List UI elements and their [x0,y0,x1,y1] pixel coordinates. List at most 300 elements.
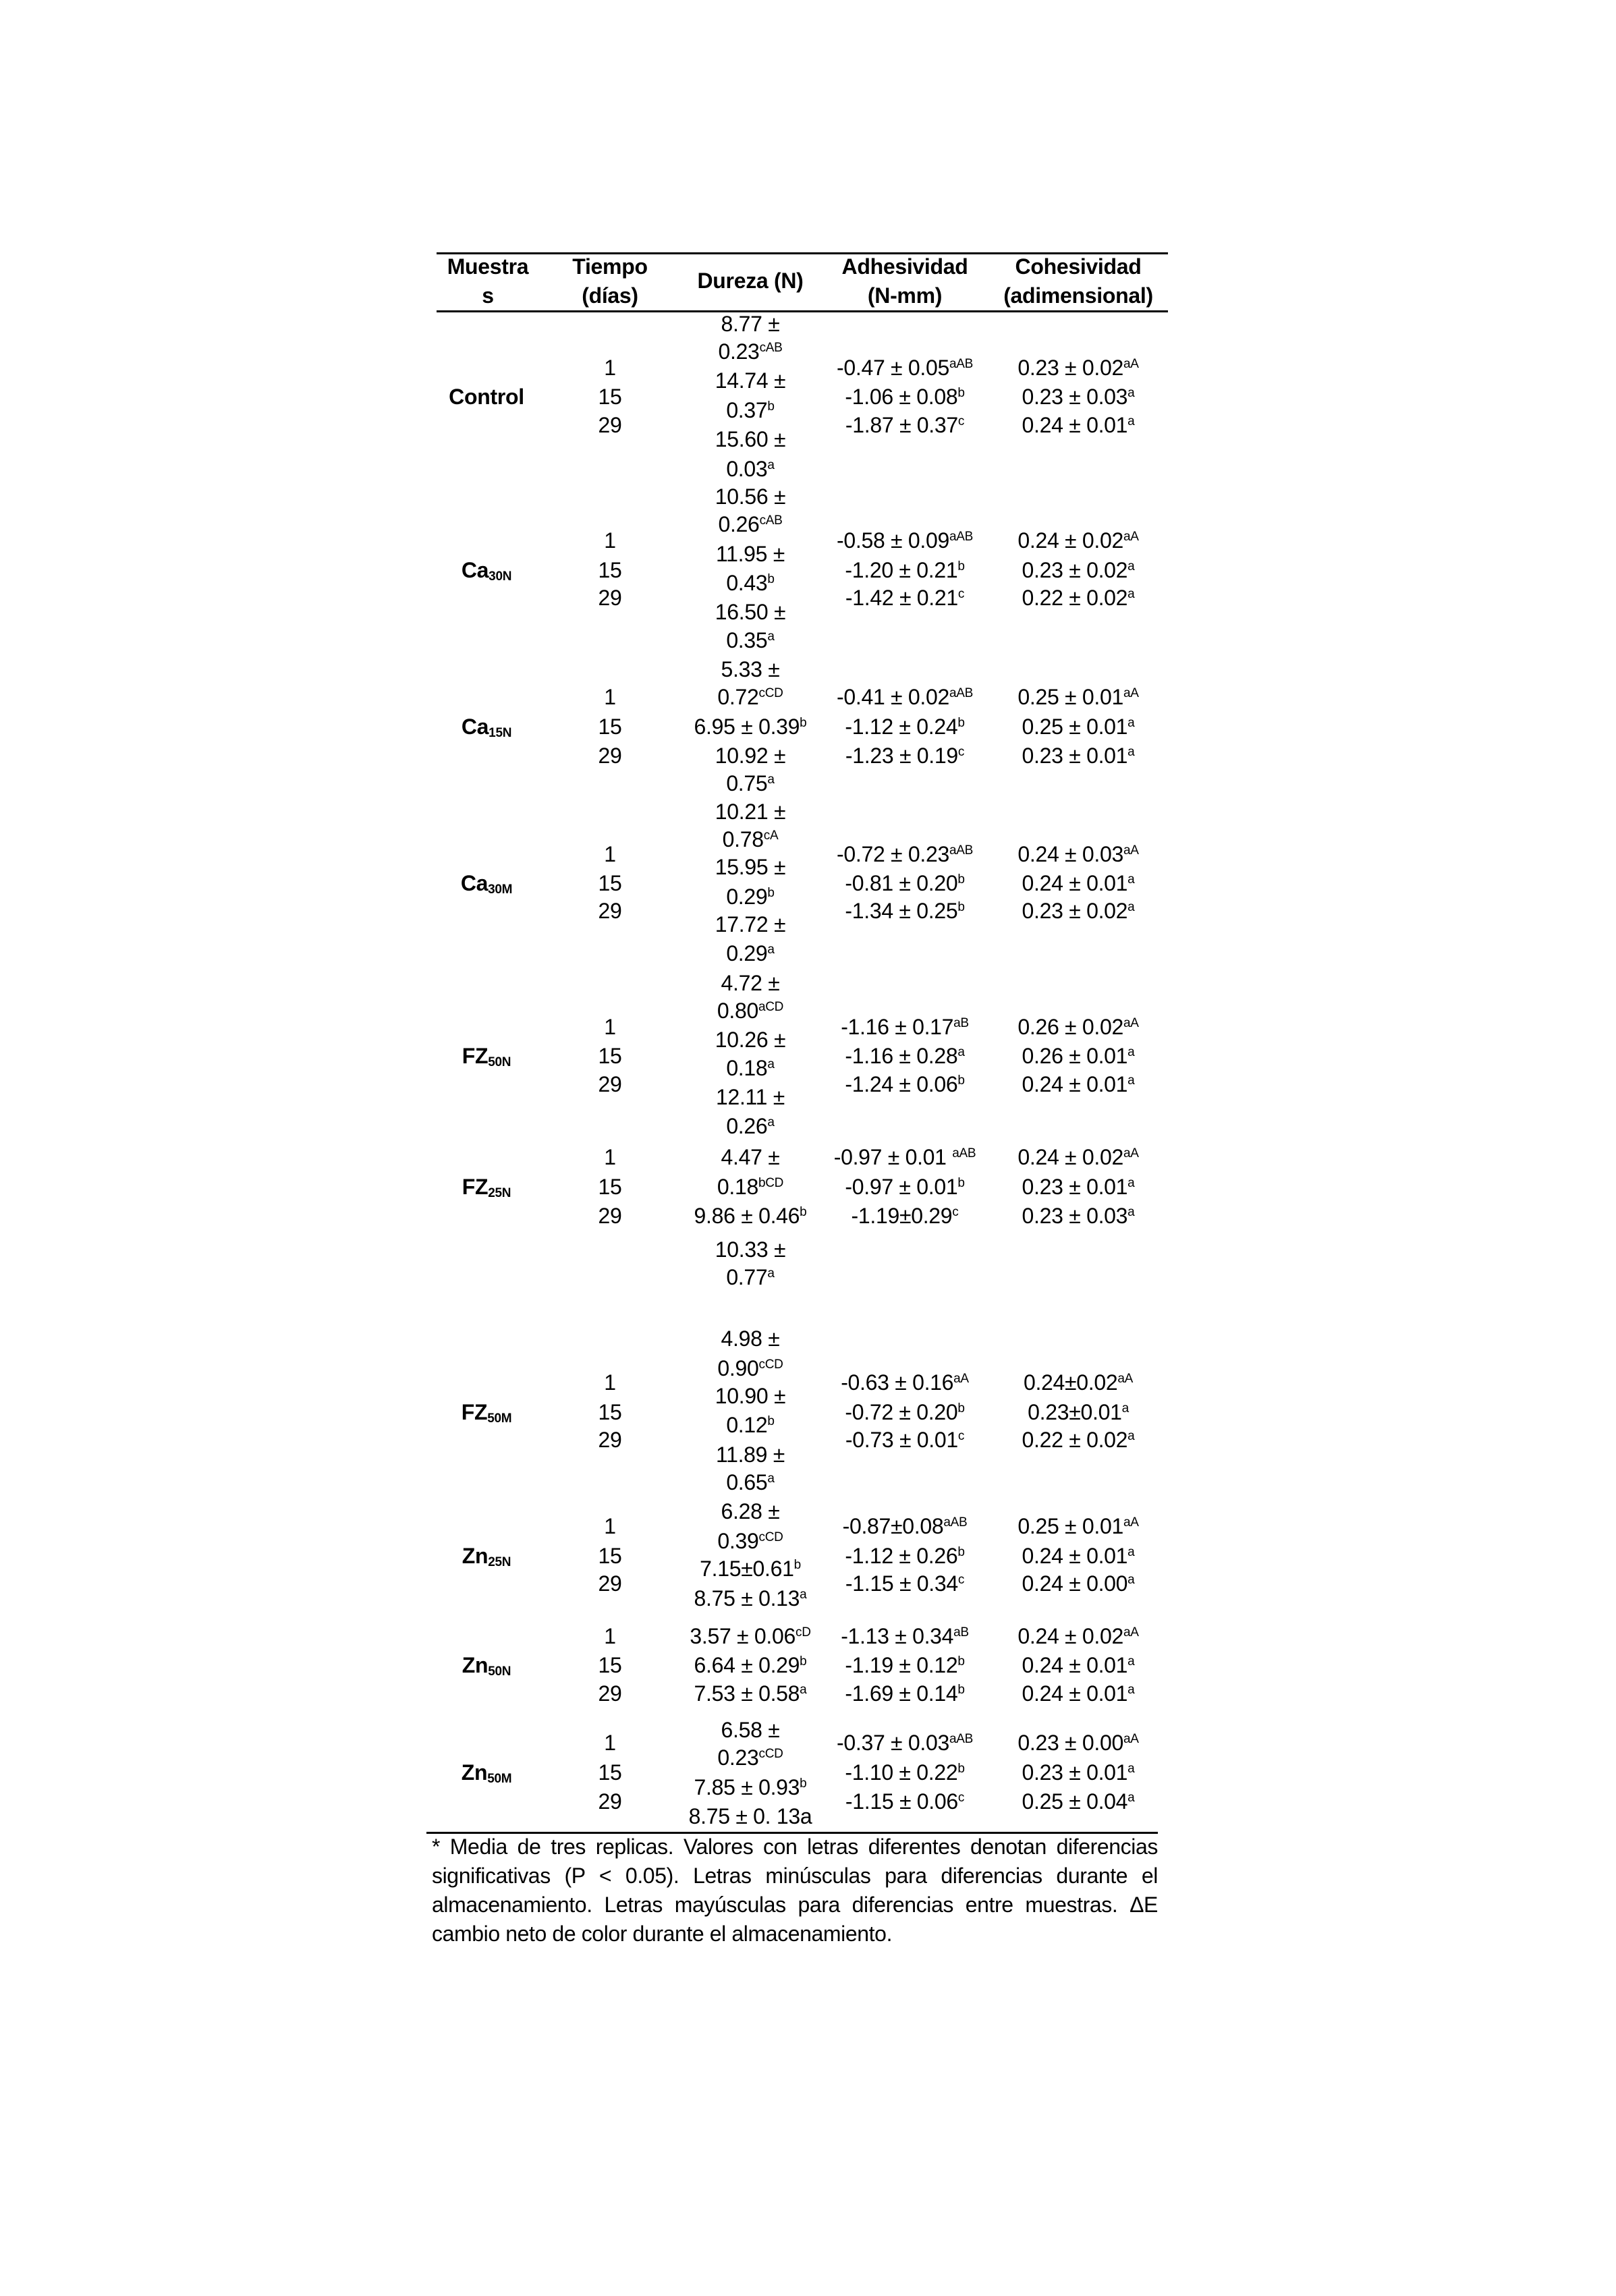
cohesividad-cell-letters: aA [1123,1732,1139,1746]
adhesividad-cell-number: -1.34 ± 0.25 [845,899,958,923]
dureza-cell [717,1173,783,1200]
adhesividad-cell-letters: b [957,1401,965,1416]
dureza-cell-number: 10.21 ± [715,800,786,824]
cohesividad-cell-number: 0.23 ± 0.03 [1022,1204,1128,1228]
sample-name: Zn [462,1544,489,1568]
cohesividad-cell-letters: a [1127,745,1135,759]
dureza-cell [717,1355,783,1382]
adhesividad-cell-letters: b [957,1654,965,1669]
time-value: 1 [604,685,616,709]
cohesividad-cell-letters: aA [1123,1625,1139,1640]
dureza-cell [726,883,774,910]
time-value: 29 [598,1204,622,1228]
dureza-cell [715,483,785,510]
dureza-cell-number: 15.95 ± [715,855,786,879]
dureza-cell [694,1202,807,1229]
dureza-cell [721,1144,780,1171]
cohesividad-cell-number: 0.24 ± 0.01 [1022,1072,1128,1096]
cohesividad-cell-letters: a [1127,587,1135,601]
dureza-cell [700,1555,801,1582]
adhesividad-cell-letters: aAB [949,1732,973,1746]
adhesividad-cell-number: -1.10 ± 0.22 [845,1760,958,1785]
dureza-cell-number: 0.90 [717,1356,759,1380]
cohesividad-cell-letters: a [1127,1654,1135,1669]
sample-subscript: 50M [487,1411,512,1426]
sample-label [462,1542,511,1569]
dureza-cell-number: 0.80 [717,999,758,1023]
time-value: 15 [598,871,622,895]
dureza-cell [715,1236,785,1263]
adhesividad-cell-number: -0.41 ± 0.02 [837,685,949,709]
header-muestras: Muestra [447,254,529,279]
dureza-cell [726,1411,774,1438]
cohesividad-cell-letters: aA [1123,843,1139,858]
cohesividad-cell [1018,683,1138,710]
cohesividad-cell [1022,1542,1135,1569]
dureza-cell-letters: b [800,1205,807,1219]
cohesividad-cell-letters: aA [1123,530,1139,544]
cohesividad-cell [1022,1570,1135,1597]
cohesividad-cell [1022,584,1135,611]
dureza-cell [715,1026,785,1053]
dureza-cell [726,627,774,654]
dureza-cell-letters: cD [795,1625,811,1640]
cohesividad-cell-number: 0.25 ± 0.01 [1018,685,1123,709]
dureza-cell [715,798,785,825]
dureza-cell-number: 10.56 ± [715,484,786,509]
dureza-cell-number: 4.72 ± [721,971,780,995]
adhesividad-cell-number: -1.19 ± 0.12 [845,1653,958,1677]
sample-label [461,870,512,897]
cohesividad-cell-number: 0.24 ± 0.01 [1022,1653,1128,1677]
header-cohesividad-unit: (adimensional) [1003,283,1153,308]
adhesividad-cell [845,557,964,584]
dureza-cell-letters: b [767,886,775,900]
time-value: 29 [598,1072,622,1096]
adhesividad-cell-number: -1.12 ± 0.26 [845,1544,958,1568]
adhesividad-cell-number: -1.19±0.29 [851,1204,953,1228]
dureza-cell-letters: a [767,458,775,472]
cohesividad-cell [1018,841,1138,868]
dureza-cell-number: 3.57 ± 0.06 [690,1624,796,1648]
cohesividad-cell-letters: a [1127,716,1135,730]
adhesividad-cell-number: -1.15 ± 0.34 [845,1571,958,1596]
time-value: 29 [598,899,622,923]
adhesividad-cell [845,713,964,740]
dureza-cell [715,742,785,769]
cohesividad-cell-letters: aA [1123,1515,1139,1530]
time-value: 1 [604,1145,616,1169]
cohesividad-cell-number: 0.24±0.02 [1023,1370,1118,1395]
cohesividad-cell [1022,1426,1135,1453]
adhesividad-cell-letters: aA [953,1372,969,1386]
adhesividad-cell-number: -0.73 ± 0.01 [845,1428,958,1452]
dureza-cell-number: 4.47 ± [721,1145,780,1169]
dureza-cell-number: 4.98 ± [721,1326,780,1351]
dureza-cell-number: 0.43 [726,571,768,595]
cohesividad-cell-number: 0.25 ± 0.04 [1022,1789,1128,1814]
cohesividad-cell-number: 0.23 ± 0.01 [1022,1175,1128,1199]
adhesividad-cell-letters: b [957,1073,965,1088]
dureza-cell-number: 0.77 [726,1265,768,1289]
dureza-cell [716,1084,785,1111]
dureza-cell-number: 0.35 [726,628,768,652]
cohesividad-cell-number: 0.24 ± 0.02 [1018,528,1123,553]
adhesividad-cell [845,383,964,410]
header-muestras-cont: s [482,283,494,308]
dureza-cell-number: 17.72 ± [715,912,786,936]
cohesividad-cell-number: 0.23 ± 0.02 [1022,899,1128,923]
dureza-cell [715,367,785,394]
cohesividad-cell-letters: aA [1123,686,1139,700]
dureza-cell [715,1382,785,1409]
dureza-cell-number: 0.23 [718,339,760,364]
adhesividad-cell-letters: b [957,1762,965,1776]
adhesividad-cell-number: -1.15 ± 0.06 [845,1789,958,1814]
time-value: 1 [604,842,616,866]
time-value: 29 [598,1428,622,1452]
adhesividad-cell-letters: b [957,900,965,914]
dureza-cell-number: 0.03 [726,457,768,481]
cohesividad-cell [1022,1071,1135,1098]
cohesividad-cell-number: 0.24 ± 0.02 [1018,1145,1123,1169]
dureza-cell-number: 7.15±0.61 [700,1557,794,1581]
dureza-cell-number: 15.60 ± [715,427,786,451]
adhesividad-cell-number: -1.16 ± 0.28 [845,1044,958,1068]
cohesividad-cell-letters: a [1127,1762,1135,1776]
adhesividad-cell-letters: aB [953,1016,969,1030]
adhesividad-cell-number: -1.87 ± 0.37 [845,413,958,437]
header-tiempo: Tiempo [572,254,648,279]
adhesividad-cell [845,870,964,897]
cohesividad-cell-number: 0.26 ± 0.01 [1022,1044,1128,1068]
cohesividad-cell [1022,1042,1135,1069]
dureza-cell [726,770,774,797]
adhesividad-cell [845,1173,964,1200]
time-value: 1 [604,1370,616,1395]
cohesividad-cell [1022,713,1135,740]
adhesividad-cell-letters: c [957,1791,965,1805]
dureza-cell-number: 0.78 [722,827,764,851]
dureza-cell-letters: cCD [758,1357,783,1372]
dureza-cell-letters: b [767,399,775,414]
sample-name: Control [449,385,524,409]
sample-label [449,383,524,410]
adhesividad-cell-letters: b [957,386,965,400]
cohesividad-cell [1022,1173,1135,1200]
dureza-cell-letters: bCD [758,1176,784,1190]
dureza-cell [726,1113,774,1140]
adhesividad-cell-number: -0.58 ± 0.09 [837,528,949,553]
time-value: 29 [598,413,622,437]
sample-name: Ca [461,715,489,739]
dureza-cell [694,1585,807,1612]
dureza-cell-letters: cCD [758,686,783,700]
adhesividad-cell [837,527,973,554]
cohesividad-cell [1022,1202,1135,1229]
adhesividad-cell-letters: c [957,745,965,759]
time-value: 29 [598,586,622,610]
sample-subscript: 50M [487,1772,512,1786]
adhesividad-cell-number: -1.06 ± 0.08 [845,385,958,409]
cohesividad-cell-number: 0.24 ± 0.01 [1022,1544,1128,1568]
dureza-cell [717,1744,783,1771]
dureza-cell-number: 0.75 [726,771,768,795]
dureza-cell [715,598,785,625]
adhesividad-cell-letters: b [957,872,965,887]
header-adhesividad: Adhesividad [841,254,968,279]
dureza-cell [694,713,807,740]
adhesividad-cell-number: -1.42 ± 0.21 [845,586,958,610]
dureza-cell [694,1680,807,1707]
dureza-cell-number: 0.29 [726,885,768,909]
time-value: 15 [598,558,622,582]
dureza-cell-letters: b [767,572,775,586]
cohesividad-cell-number: 0.23 ± 0.02 [1018,356,1123,380]
sample-label [462,1399,512,1426]
time-value: 29 [598,1789,622,1814]
adhesividad-cell-number: -0.97 ± 0.01 [833,1145,953,1169]
dureza-cell-number: 0.29 [726,941,768,965]
cohesividad-cell-letters: a [1127,1176,1135,1190]
dureza-cell [726,1264,774,1291]
dureza-cell [726,397,774,424]
sample-label [462,713,511,740]
adhesividad-cell-number: -0.63 ± 0.16 [841,1370,954,1395]
dureza-cell-number: 16.50 ± [715,600,786,624]
dureza-cell [721,1498,780,1525]
dureza-cell [717,997,783,1024]
cohesividad-cell [1022,557,1135,584]
adhesividad-cell-letters: b [957,716,965,730]
cohesividad-cell-letters: a [1121,1401,1129,1416]
cohesividad-cell-number: 0.22 ± 0.02 [1022,586,1128,610]
cohesividad-cell-letters: aA [1123,1016,1139,1030]
dureza-cell-number: 0.26 [718,512,760,536]
cohesividad-cell-number: 0.24 ± 0.03 [1018,842,1123,866]
dureza-cell [718,511,782,538]
header-tiempo-unit: (días) [582,283,638,308]
adhesividad-cell [845,1788,964,1815]
cohesividad-cell-letters: a [1127,1683,1135,1697]
time-value: 29 [598,1571,622,1596]
adhesividad-cell-letters: aAB [949,843,973,858]
adhesividad-cell [845,412,964,439]
dureza-cell [689,1803,812,1830]
dureza-cell [718,338,782,365]
dureza-cell-number: 0.23 [717,1745,759,1770]
dureza-cell-number: 10.90 ± [715,1384,786,1408]
dureza-cell-letters: a [767,1266,775,1281]
cohesividad-cell [1022,1680,1135,1707]
cohesividad-cell-number: 0.26 ± 0.02 [1018,1015,1123,1039]
adhesividad-cell-letters: b [957,559,965,573]
cohesividad-cell-letters: a [1127,872,1135,887]
adhesividad-cell [852,1202,959,1229]
dureza-cell-letters: aCD [758,1000,784,1014]
adhesividad-cell-letters: aAB [949,357,973,371]
table-footnote: * Media de tres replicas. Valores con letras diferentes denotan diferencias significativas (P < 0.05). Letras minúsculas para diferencias durante el almacenamiento. Letras mayúsculas para diferencias entre muestras. ΔE cambio neto de color durante el almacenamiento. [432,1835,1158,1946]
cohesividad-cell [1018,1013,1138,1040]
dureza-cell-number: 10.26 ± [715,1028,786,1052]
dureza-cell-number: 0.72 [717,685,759,709]
dureza-cell-letters: b [800,1776,807,1791]
sample-label [462,557,511,584]
time-value: 1 [604,528,616,553]
adhesividad-cell-letters: aAB [943,1515,968,1530]
sample-label [462,1042,511,1069]
dureza-cell-number: 0.37 [726,398,768,422]
time-value: 15 [598,1400,622,1424]
adhesividad-cell [837,841,973,868]
time-value: 15 [598,1175,622,1199]
time-value: 1 [604,1731,616,1755]
header-adhesividad-unit: (N-mm) [867,283,943,308]
cohesividad-cell-letters: a [1127,1205,1135,1219]
cohesividad-cell-letters: aA [1117,1372,1134,1386]
dureza-cell [721,310,780,337]
adhesividad-cell [845,1071,964,1098]
cohesividad-cell [1018,354,1138,381]
cohesividad-cell-letters: a [1127,900,1135,914]
cohesividad-cell-number: 0.23 ± 0.03 [1022,385,1128,409]
cohesividad-cell-letters: a [1127,559,1135,573]
dureza-cell-number: 0.39 [717,1529,759,1553]
cohesividad-cell-letters: aA [1123,1146,1139,1160]
dureza-cell-number: 6.28 ± [721,1499,780,1523]
adhesividad-cell-number: -1.12 ± 0.24 [845,715,958,739]
cohesividad-cell [1022,1759,1135,1786]
adhesividad-cell [845,1570,964,1597]
adhesividad-cell [845,897,964,924]
sample-label [462,1173,511,1200]
dureza-cell-number: 0.18 [726,1056,768,1080]
adhesividad-cell [845,1680,964,1707]
cohesividad-cell [1022,1788,1135,1815]
cohesividad-cell-number: 0.23 ± 0.01 [1022,744,1128,768]
dureza-cell [715,911,785,938]
time-value: 15 [598,385,622,409]
time-value: 1 [604,356,616,380]
adhesividad-cell-letters: c [957,1573,965,1587]
cohesividad-cell [1028,1399,1129,1426]
dureza-cell-letters: b [793,1558,801,1572]
dureza-cell-number: 5.33 ± [721,657,780,681]
adhesividad-cell-number: -1.69 ± 0.14 [845,1681,958,1706]
dureza-cell-letters: a [767,1472,775,1486]
adhesividad-cell [837,354,973,381]
cohesividad-cell-number: 0.25 ± 0.01 [1018,1514,1123,1538]
cohesividad-cell-number: 0.23 ± 0.00 [1018,1731,1123,1755]
dureza-cell-number: 8.75 ± 0.13 [694,1586,800,1611]
cohesividad-cell-number: 0.24 ± 0.01 [1022,1681,1128,1706]
dureza-cell-number: 10.92 ± [715,744,786,768]
cohesividad-cell-letters: a [1127,1545,1135,1559]
dureza-cell-number: 0.26 [726,1114,768,1138]
dureza-cell [717,1528,783,1555]
dureza-cell-letters: cA [763,829,779,843]
adhesividad-cell [845,1399,964,1426]
sample-name: FZ [462,1175,489,1199]
cohesividad-cell [1022,742,1135,769]
cohesividad-cell [1022,897,1135,924]
dureza-cell [716,1441,785,1468]
adhesividad-cell-number: -1.20 ± 0.21 [845,558,958,582]
dureza-cell-number: 0.18 [717,1175,758,1199]
time-value: 1 [604,1624,616,1648]
sample-subscript: 25N [488,1186,511,1200]
dureza-cell-letters: a [767,943,775,957]
adhesividad-cell-number: -0.97 ± 0.01 [845,1175,958,1199]
cohesividad-cell-number: 0.24 ± 0.02 [1018,1624,1123,1648]
dureza-cell [721,656,780,683]
cohesividad-cell [1018,1144,1138,1171]
cohesividad-cell [1018,1513,1138,1540]
adhesividad-cell-letters: c [952,1205,959,1219]
cohesividad-cell-number: 0.22 ± 0.02 [1022,1428,1128,1452]
dureza-cell-number: 6.58 ± [721,1718,780,1742]
adhesividad-cell-number: -0.37 ± 0.03 [837,1731,949,1755]
adhesividad-cell-letters: b [957,1176,965,1190]
cohesividad-cell [1022,1652,1135,1679]
sample-name: FZ [462,1044,489,1068]
adhesividad-cell-number: -1.24 ± 0.06 [845,1072,958,1096]
dureza-cell [726,1469,774,1496]
dureza-cell-letters: a [800,1588,807,1602]
dureza-cell [690,1623,810,1650]
adhesividad-cell [841,1013,969,1040]
dureza-cell [715,426,785,453]
cohesividad-cell-number: 0.24 ± 0.01 [1022,413,1128,437]
dureza-cell-letters: a [767,1057,775,1071]
adhesividad-cell-number: -1.16 ± 0.17 [841,1015,954,1039]
dureza-cell [726,569,774,596]
header-cohesividad: Cohesividad [1015,254,1142,279]
adhesividad-cell-letters: c [957,1429,965,1443]
adhesividad-cell-letters: a [957,1045,965,1059]
dureza-cell-letters: b [800,716,807,730]
sample-label [462,1759,512,1786]
sample-name: FZ [461,1400,488,1424]
adhesividad-cell [841,1369,969,1396]
dureza-cell [716,540,785,567]
adhesividad-cell-letters: aAB [949,530,973,544]
adhesividad-cell [843,1513,968,1540]
dureza-cell-letters: a [767,1115,775,1129]
adhesividad-cell [845,584,964,611]
dureza-cell-number: 8.75 ± 0. 13a [688,1804,812,1828]
adhesividad-cell [837,1729,973,1756]
adhesividad-cell-number: -0.81 ± 0.20 [845,871,958,895]
cohesividad-cell [1022,383,1135,410]
time-value: 29 [598,744,622,768]
sample-subscript: 30N [489,569,512,584]
dureza-cell [721,1716,780,1743]
adhesividad-cell-number: -0.72 ± 0.23 [837,842,949,866]
sample-name: Ca [461,558,489,582]
adhesividad-cell-letters: aAB [949,686,973,700]
adhesividad-cell [845,1759,964,1786]
cohesividad-cell [1022,870,1135,897]
sample-subscript: 15N [489,726,512,740]
dureza-cell-number: 14.74 ± [715,368,786,393]
dureza-cell [721,970,780,997]
adhesividad-cell-letters: aB [953,1625,969,1640]
cohesividad-cell-number: 0.23 ± 0.01 [1022,1760,1128,1785]
dureza-cell-number: 12.11 ± [715,1085,785,1109]
dureza-cell [694,1774,807,1801]
adhesividad-cell-number: -0.47 ± 0.05 [837,356,949,380]
